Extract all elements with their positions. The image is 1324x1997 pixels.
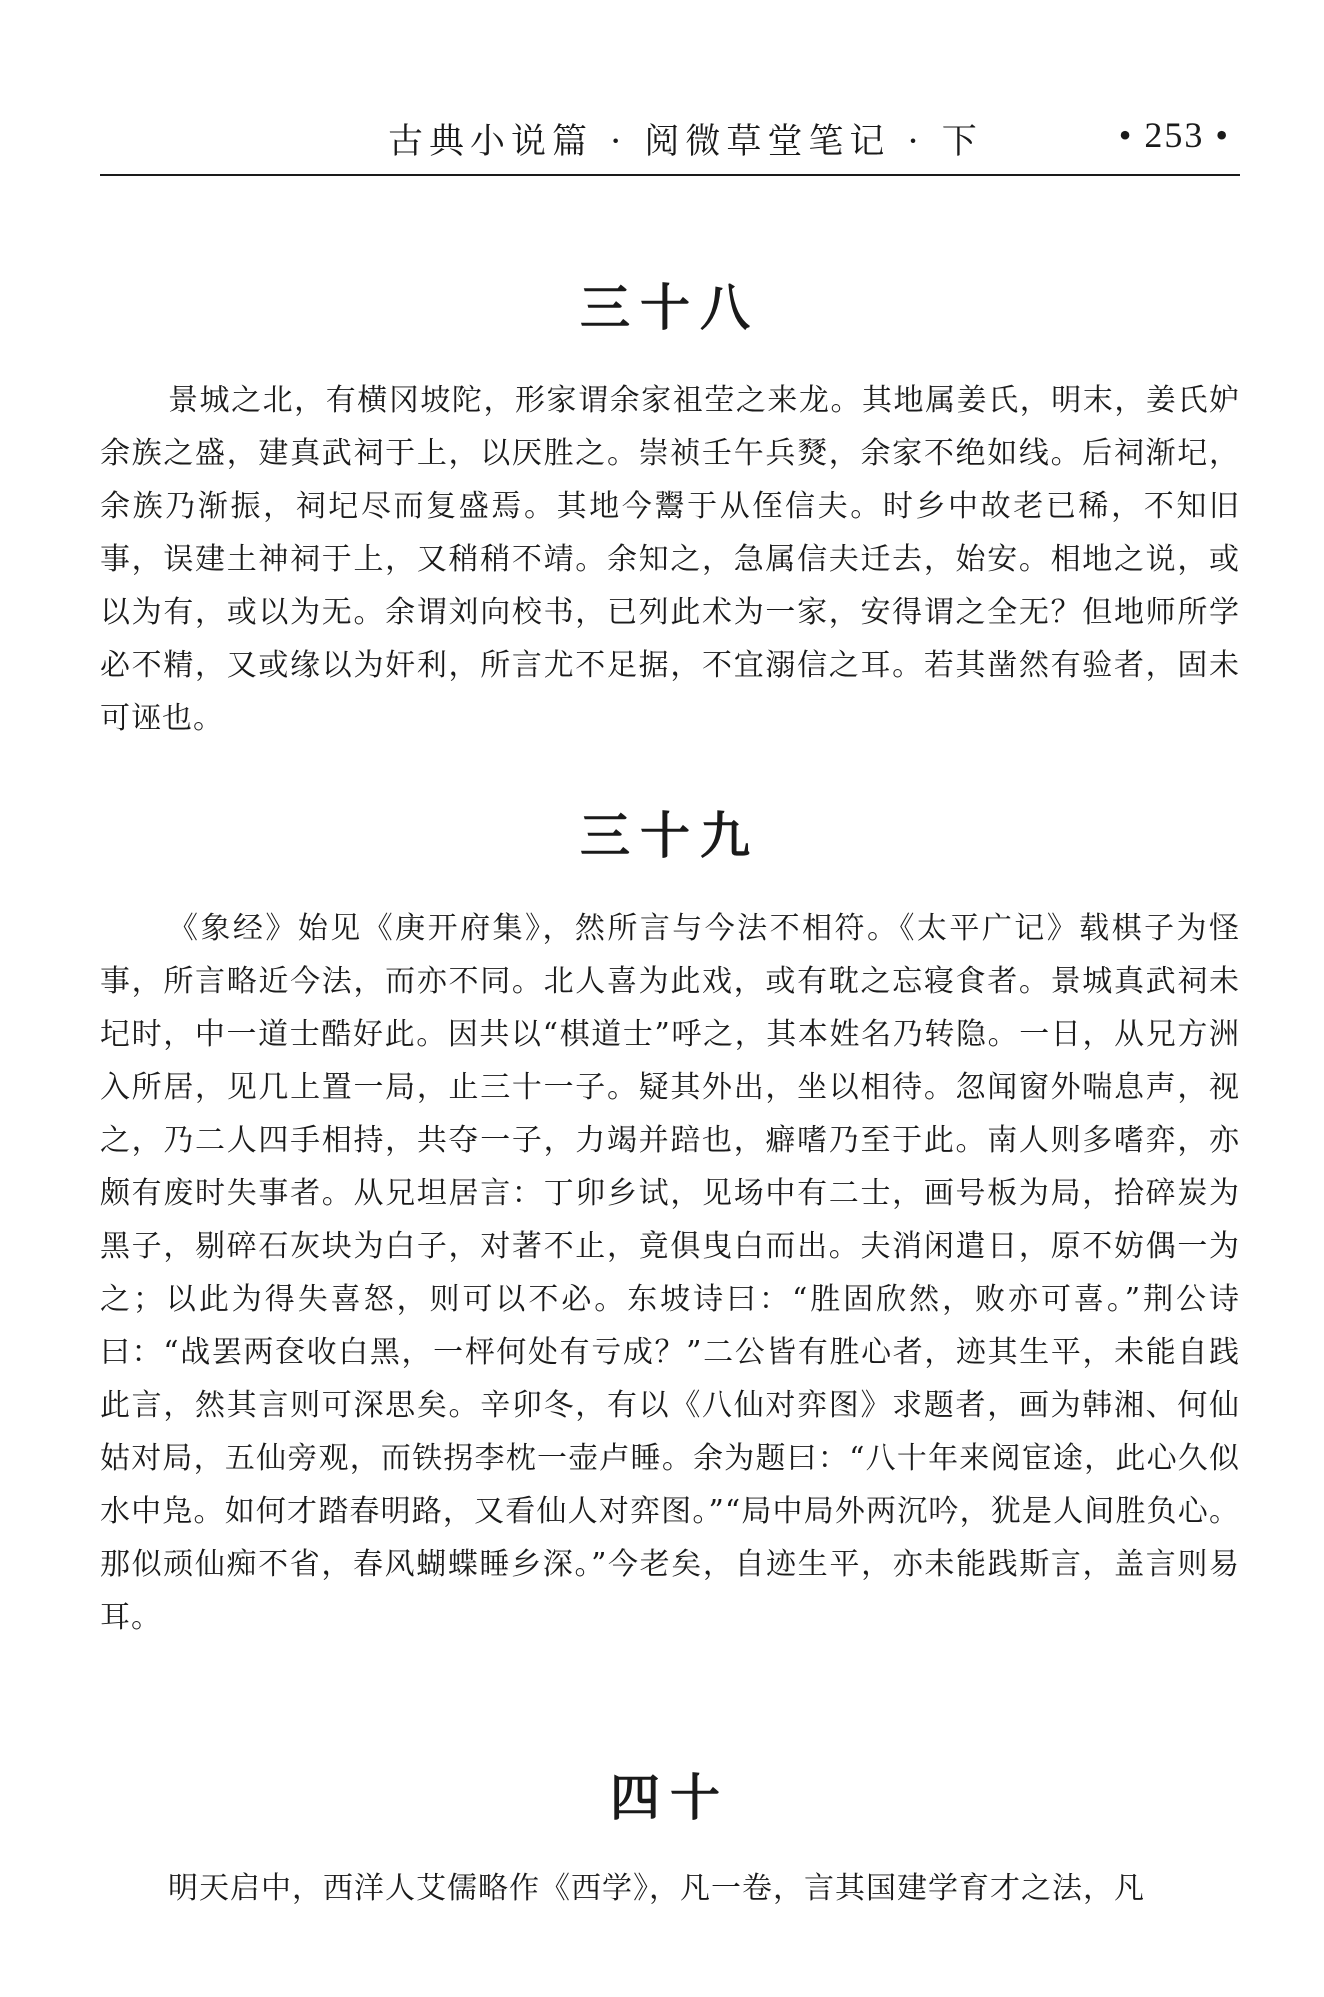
page-number: • 253 • <box>1118 115 1230 155</box>
section-heading-39: 三十九 <box>580 807 760 865</box>
section-heading-40: 四十 <box>610 1769 730 1827</box>
section-paragraph-39: 《象经》始见《庚开府集》，然所言与今法不相符。《太平广记》载棋子为怪事，所言略近今法，而亦不同。北人喜为此戏，或有耽之忘寝食者。景城真武祠未圮时，中一道士酷好此。因共以“棋道士”呼之，其本姓名乃转隐。一日，从兄方洲入所居，见几上置一局，止三十一子。疑其外出，坐以相待。忽闻窗外喘息声，视之，乃二人四手相持，共夺一子，力竭并踣也，癖嗜乃至于此。南人则多嗜弈，亦颇有废时失事者。从兄坦居言：丁卯乡试，见场中有二士，画号板为局，拾碎炭为黑子，剔碎石灰块为白子，对著不止，竟俱曳白而出。夫消闲遣日，原不妨偶一为之；以此为得失喜怒，则可以不必。东坡诗曰：“胜固欣然，败亦可喜。”荆公诗曰：“战罢两奁收白黑，一枰何处有亏成？”二公皆有胜心者，迹其生平，未能自践此言，然其言则可深思矣。辛卯冬，有以《八仙对弈图》求题者，画为韩湘、何仙姑对局，五仙旁观，而铁拐李枕一壶卢睡。余为题曰：“八十年来阅宦途，此心久似水中凫。如何才踏春明路，又看仙人对弈图。”“局中局外两沉吟，犹是人间胜负心。那似顽仙痴不省，春风蝴蝶睡乡深。”今老矣，自迹生平，亦未能践斯言，盖言则易耳。 <box>100 911 1240 1635</box>
section-heading-38: 三十八 <box>580 279 760 337</box>
running-header-title: 古典小说篇 · 阅微草堂笔记 · 下 <box>388 122 983 162</box>
section-paragraph-38: 景城之北，有横冈坡陀，形家谓余家祖茔之来龙。其地属姜氏，明末，姜氏妒余族之盛，建真武祠于上，以厌胜之。崇祯壬午兵燹，余家不绝如线。后祠渐圮，余族乃渐振，祠圮尽而复盛焉。其地今鬻于从侄信夫。时乡中故老已稀，不知旧事，误建土神祠于上，又稍稍不靖。余知之，急属信夫迁去，始安。相地之说，或以为有，或以为无。余谓刘向校书，已列此术为一家，安得谓之全无？但地师所学必不精，又或缘以为奸利，所言尤不足据，不宜溺信之耳。若其凿然有验者，固未可诬也。 <box>100 383 1240 736</box>
section-paragraph-40: 明天启中，西洋人艾儒略作《西学》，凡一卷，言其国建学育才之法，凡 <box>168 1871 1145 1906</box>
running-header <box>100 108 1240 176</box>
